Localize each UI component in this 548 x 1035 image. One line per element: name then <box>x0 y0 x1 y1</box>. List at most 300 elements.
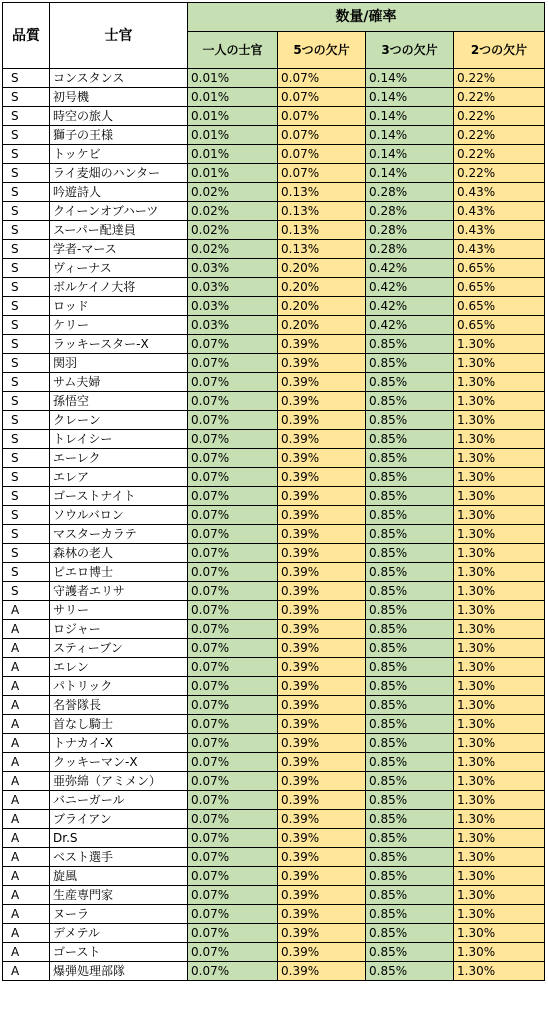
five-fragments-cell: 0.39% <box>278 886 366 905</box>
two-fragments-cell: 1.30% <box>454 791 545 810</box>
header-quality: 品質 <box>3 3 50 69</box>
table-row <box>3 753 545 772</box>
one-officer-cell: 0.01% <box>188 145 278 164</box>
quality-cell: A <box>3 677 50 696</box>
one-officer-cell: 0.07% <box>188 354 278 373</box>
quality-cell: S <box>3 202 50 221</box>
two-fragments-cell: 0.22% <box>454 69 545 88</box>
two-fragments-cell: 0.65% <box>454 259 545 278</box>
three-fragments-cell: 0.85% <box>366 392 454 411</box>
three-fragments-cell: 0.28% <box>366 240 454 259</box>
five-fragments-cell: 0.39% <box>278 962 366 981</box>
officer-name-cell: クレーン <box>50 411 188 430</box>
one-officer-cell: 0.07% <box>188 753 278 772</box>
quality-cell: S <box>3 164 50 183</box>
two-fragments-cell: 0.22% <box>454 145 545 164</box>
table-row <box>3 791 545 810</box>
three-fragments-cell: 0.42% <box>366 259 454 278</box>
quality-cell: S <box>3 506 50 525</box>
two-fragments-cell: 0.22% <box>454 88 545 107</box>
quality-cell: A <box>3 658 50 677</box>
quality-cell: A <box>3 848 50 867</box>
quality-cell: A <box>3 772 50 791</box>
five-fragments-cell: 0.39% <box>278 620 366 639</box>
table-row <box>3 506 545 525</box>
one-officer-cell: 0.07% <box>188 601 278 620</box>
header-officer: 士官 <box>50 3 188 69</box>
three-fragments-cell: 0.85% <box>366 354 454 373</box>
three-fragments-cell: 0.85% <box>366 373 454 392</box>
five-fragments-cell: 0.39% <box>278 829 366 848</box>
five-fragments-cell: 0.39% <box>278 715 366 734</box>
quality-cell: S <box>3 487 50 506</box>
two-fragments-cell: 0.43% <box>454 221 545 240</box>
officer-name-cell: ロッド <box>50 297 188 316</box>
one-officer-cell: 0.02% <box>188 183 278 202</box>
three-fragments-cell: 0.85% <box>366 639 454 658</box>
table-row <box>3 240 545 259</box>
one-officer-cell: 0.01% <box>188 164 278 183</box>
quality-cell: S <box>3 525 50 544</box>
table-row <box>3 544 545 563</box>
quality-cell: S <box>3 468 50 487</box>
table-row <box>3 449 545 468</box>
table-row <box>3 278 545 297</box>
table-row <box>3 221 545 240</box>
table-row <box>3 867 545 886</box>
five-fragments-cell: 0.07% <box>278 69 366 88</box>
officer-name-cell: 孫悟空 <box>50 392 188 411</box>
one-officer-cell: 0.01% <box>188 107 278 126</box>
officer-name-cell: 吟遊詩人 <box>50 183 188 202</box>
two-fragments-cell: 0.22% <box>454 107 545 126</box>
officer-name-cell: トッケビ <box>50 145 188 164</box>
five-fragments-cell: 0.39% <box>278 373 366 392</box>
five-fragments-cell: 0.39% <box>278 677 366 696</box>
two-fragments-cell: 1.30% <box>454 924 545 943</box>
officer-name-cell: 獅子の王様 <box>50 126 188 145</box>
officer-name-cell: コンスタンス <box>50 69 188 88</box>
three-fragments-cell: 0.85% <box>366 411 454 430</box>
quality-cell: A <box>3 829 50 848</box>
officer-name-cell: エレア <box>50 468 188 487</box>
quality-cell: S <box>3 297 50 316</box>
officer-name-cell: 爆弾処理部隊 <box>50 962 188 981</box>
three-fragments-cell: 0.85% <box>366 734 454 753</box>
five-fragments-cell: 0.13% <box>278 240 366 259</box>
one-officer-cell: 0.07% <box>188 905 278 924</box>
three-fragments-cell: 0.85% <box>366 924 454 943</box>
five-fragments-cell: 0.39% <box>278 810 366 829</box>
five-fragments-cell: 0.39% <box>278 601 366 620</box>
three-fragments-cell: 0.14% <box>366 145 454 164</box>
quality-cell: A <box>3 886 50 905</box>
three-fragments-cell: 0.85% <box>366 943 454 962</box>
quality-cell: S <box>3 69 50 88</box>
two-fragments-cell: 1.30% <box>454 544 545 563</box>
one-officer-cell: 0.07% <box>188 335 278 354</box>
table-row <box>3 392 545 411</box>
officer-name-cell: ゴースト <box>50 943 188 962</box>
officer-name-cell: ケリー <box>50 316 188 335</box>
three-fragments-cell: 0.85% <box>366 791 454 810</box>
five-fragments-cell: 0.39% <box>278 791 366 810</box>
quality-cell: A <box>3 943 50 962</box>
officer-name-cell: スティーブン <box>50 639 188 658</box>
two-fragments-cell: 1.30% <box>454 867 545 886</box>
one-officer-cell: 0.07% <box>188 791 278 810</box>
three-fragments-cell: 0.85% <box>366 544 454 563</box>
one-officer-cell: 0.03% <box>188 259 278 278</box>
table-row <box>3 924 545 943</box>
three-fragments-cell: 0.85% <box>366 715 454 734</box>
table-row <box>3 202 545 221</box>
quality-cell: A <box>3 639 50 658</box>
header-two-fragments: 2つの欠片 <box>454 32 545 69</box>
officer-name-cell: Dr.S <box>50 829 188 848</box>
quality-cell: A <box>3 715 50 734</box>
table-row <box>3 107 545 126</box>
officer-name-cell: 亜弥綿（アミメン） <box>50 772 188 791</box>
three-fragments-cell: 0.85% <box>366 487 454 506</box>
officer-name-cell: サリー <box>50 601 188 620</box>
table-row <box>3 468 545 487</box>
two-fragments-cell: 1.30% <box>454 525 545 544</box>
quality-cell: S <box>3 126 50 145</box>
table-row <box>3 582 545 601</box>
two-fragments-cell: 1.30% <box>454 487 545 506</box>
one-officer-cell: 0.07% <box>188 411 278 430</box>
three-fragments-cell: 0.85% <box>366 430 454 449</box>
one-officer-cell: 0.07% <box>188 715 278 734</box>
table-row <box>3 886 545 905</box>
two-fragments-cell: 0.43% <box>454 183 545 202</box>
table-row <box>3 430 545 449</box>
one-officer-cell: 0.07% <box>188 430 278 449</box>
three-fragments-cell: 0.85% <box>366 506 454 525</box>
quality-cell: S <box>3 240 50 259</box>
five-fragments-cell: 0.39% <box>278 753 366 772</box>
five-fragments-cell: 0.20% <box>278 278 366 297</box>
table-row <box>3 601 545 620</box>
five-fragments-cell: 0.39% <box>278 658 366 677</box>
one-officer-cell: 0.07% <box>188 392 278 411</box>
officer-name-cell: マスターカラテ <box>50 525 188 544</box>
two-fragments-cell: 1.30% <box>454 430 545 449</box>
quality-cell: A <box>3 905 50 924</box>
three-fragments-cell: 0.85% <box>366 335 454 354</box>
officer-name-cell: 首なし騎士 <box>50 715 188 734</box>
five-fragments-cell: 0.13% <box>278 183 366 202</box>
header-row-top <box>3 3 545 32</box>
five-fragments-cell: 0.39% <box>278 544 366 563</box>
one-officer-cell: 0.07% <box>188 582 278 601</box>
three-fragments-cell: 0.14% <box>366 126 454 145</box>
table-row <box>3 734 545 753</box>
five-fragments-cell: 0.39% <box>278 943 366 962</box>
two-fragments-cell: 1.30% <box>454 639 545 658</box>
two-fragments-cell: 0.22% <box>454 164 545 183</box>
one-officer-cell: 0.07% <box>188 506 278 525</box>
five-fragments-cell: 0.39% <box>278 430 366 449</box>
five-fragments-cell: 0.13% <box>278 221 366 240</box>
officer-name-cell: スーパー配達員 <box>50 221 188 240</box>
two-fragments-cell: 1.30% <box>454 962 545 981</box>
quality-cell: S <box>3 259 50 278</box>
one-officer-cell: 0.07% <box>188 734 278 753</box>
officer-name-cell: 時空の旅人 <box>50 107 188 126</box>
one-officer-cell: 0.07% <box>188 525 278 544</box>
officer-name-cell: バニーガール <box>50 791 188 810</box>
two-fragments-cell: 1.30% <box>454 563 545 582</box>
three-fragments-cell: 0.85% <box>366 810 454 829</box>
five-fragments-cell: 0.39% <box>278 563 366 582</box>
three-fragments-cell: 0.85% <box>366 563 454 582</box>
quality-cell: A <box>3 620 50 639</box>
officer-name-cell: 森林の老人 <box>50 544 188 563</box>
table-row <box>3 943 545 962</box>
table-row <box>3 772 545 791</box>
quality-cell: A <box>3 810 50 829</box>
officer-name-cell: トナカイ-X <box>50 734 188 753</box>
one-officer-cell: 0.07% <box>188 696 278 715</box>
table-row <box>3 297 545 316</box>
one-officer-cell: 0.07% <box>188 867 278 886</box>
one-officer-cell: 0.02% <box>188 221 278 240</box>
five-fragments-cell: 0.39% <box>278 392 366 411</box>
five-fragments-cell: 0.39% <box>278 582 366 601</box>
five-fragments-cell: 0.39% <box>278 848 366 867</box>
three-fragments-cell: 0.85% <box>366 525 454 544</box>
one-officer-cell: 0.01% <box>188 126 278 145</box>
header-quantity-probability: 数量/確率 <box>188 3 545 32</box>
one-officer-cell: 0.07% <box>188 943 278 962</box>
table-row <box>3 88 545 107</box>
one-officer-cell: 0.07% <box>188 449 278 468</box>
quality-cell: S <box>3 411 50 430</box>
three-fragments-cell: 0.85% <box>366 658 454 677</box>
table-row <box>3 829 545 848</box>
five-fragments-cell: 0.39% <box>278 772 366 791</box>
officer-name-cell: 初号機 <box>50 88 188 107</box>
two-fragments-cell: 0.65% <box>454 316 545 335</box>
two-fragments-cell: 0.43% <box>454 202 545 221</box>
five-fragments-cell: 0.39% <box>278 924 366 943</box>
officer-name-cell: クイーンオブハーツ <box>50 202 188 221</box>
three-fragments-cell: 0.42% <box>366 278 454 297</box>
table-row <box>3 183 545 202</box>
two-fragments-cell: 1.30% <box>454 658 545 677</box>
officer-name-cell: デメテル <box>50 924 188 943</box>
quality-cell: A <box>3 601 50 620</box>
three-fragments-cell: 0.85% <box>366 867 454 886</box>
five-fragments-cell: 0.39% <box>278 639 366 658</box>
three-fragments-cell: 0.85% <box>366 677 454 696</box>
three-fragments-cell: 0.14% <box>366 88 454 107</box>
officer-name-cell: パトリック <box>50 677 188 696</box>
five-fragments-cell: 0.20% <box>278 316 366 335</box>
three-fragments-cell: 0.85% <box>366 886 454 905</box>
two-fragments-cell: 1.30% <box>454 411 545 430</box>
five-fragments-cell: 0.39% <box>278 468 366 487</box>
two-fragments-cell: 1.30% <box>454 886 545 905</box>
table-row <box>3 848 545 867</box>
three-fragments-cell: 0.85% <box>366 848 454 867</box>
officer-name-cell: 関羽 <box>50 354 188 373</box>
table-row <box>3 563 545 582</box>
three-fragments-cell: 0.85% <box>366 449 454 468</box>
quality-cell: S <box>3 544 50 563</box>
one-officer-cell: 0.07% <box>188 487 278 506</box>
table-row <box>3 677 545 696</box>
two-fragments-cell: 1.30% <box>454 582 545 601</box>
five-fragments-cell: 0.07% <box>278 145 366 164</box>
officer-name-cell: ヴィーナス <box>50 259 188 278</box>
three-fragments-cell: 0.85% <box>366 582 454 601</box>
five-fragments-cell: 0.39% <box>278 525 366 544</box>
one-officer-cell: 0.03% <box>188 278 278 297</box>
officer-name-cell: ロジャー <box>50 620 188 639</box>
quality-cell: S <box>3 354 50 373</box>
quality-cell: A <box>3 753 50 772</box>
five-fragments-cell: 0.39% <box>278 696 366 715</box>
officer-name-cell: ベスト選手 <box>50 848 188 867</box>
five-fragments-cell: 0.39% <box>278 449 366 468</box>
officer-name-cell: エーレク <box>50 449 188 468</box>
quality-cell: S <box>3 278 50 297</box>
two-fragments-cell: 1.30% <box>454 620 545 639</box>
five-fragments-cell: 0.39% <box>278 734 366 753</box>
two-fragments-cell: 1.30% <box>454 772 545 791</box>
five-fragments-cell: 0.39% <box>278 354 366 373</box>
quality-cell: A <box>3 791 50 810</box>
three-fragments-cell: 0.42% <box>366 297 454 316</box>
two-fragments-cell: 1.30% <box>454 468 545 487</box>
officer-name-cell: 学者-マース <box>50 240 188 259</box>
three-fragments-cell: 0.85% <box>366 829 454 848</box>
five-fragments-cell: 0.20% <box>278 297 366 316</box>
two-fragments-cell: 1.30% <box>454 943 545 962</box>
three-fragments-cell: 0.85% <box>366 753 454 772</box>
table-row <box>3 525 545 544</box>
officer-name-cell: ゴーストナイト <box>50 487 188 506</box>
officer-name-cell: クッキーマン-X <box>50 753 188 772</box>
five-fragments-cell: 0.39% <box>278 867 366 886</box>
officer-name-cell: エレン <box>50 658 188 677</box>
one-officer-cell: 0.03% <box>188 316 278 335</box>
one-officer-cell: 0.07% <box>188 658 278 677</box>
one-officer-cell: 0.01% <box>188 69 278 88</box>
two-fragments-cell: 1.30% <box>454 696 545 715</box>
table-row <box>3 810 545 829</box>
three-fragments-cell: 0.14% <box>366 69 454 88</box>
one-officer-cell: 0.07% <box>188 848 278 867</box>
quality-cell: S <box>3 373 50 392</box>
two-fragments-cell: 0.65% <box>454 278 545 297</box>
quality-cell: A <box>3 734 50 753</box>
two-fragments-cell: 0.22% <box>454 126 545 145</box>
three-fragments-cell: 0.85% <box>366 468 454 487</box>
table-row <box>3 373 545 392</box>
quality-cell: S <box>3 582 50 601</box>
one-officer-cell: 0.07% <box>188 810 278 829</box>
one-officer-cell: 0.07% <box>188 829 278 848</box>
officer-name-cell: サム夫婦 <box>50 373 188 392</box>
two-fragments-cell: 1.30% <box>454 373 545 392</box>
quality-cell: S <box>3 449 50 468</box>
five-fragments-cell: 0.13% <box>278 202 366 221</box>
two-fragments-cell: 0.43% <box>454 240 545 259</box>
quality-cell: S <box>3 183 50 202</box>
two-fragments-cell: 1.30% <box>454 734 545 753</box>
officer-name-cell: ボルケイノ大将 <box>50 278 188 297</box>
three-fragments-cell: 0.85% <box>366 696 454 715</box>
quality-cell: S <box>3 430 50 449</box>
one-officer-cell: 0.07% <box>188 563 278 582</box>
officer-name-cell: トレイシー <box>50 430 188 449</box>
five-fragments-cell: 0.07% <box>278 164 366 183</box>
quality-cell: S <box>3 221 50 240</box>
five-fragments-cell: 0.39% <box>278 905 366 924</box>
table-row <box>3 126 545 145</box>
table-row <box>3 715 545 734</box>
two-fragments-cell: 1.30% <box>454 335 545 354</box>
quality-cell: A <box>3 924 50 943</box>
quality-cell: S <box>3 107 50 126</box>
header-one-officer: 一人の士官 <box>188 32 278 69</box>
header-five-fragments: 5つの欠片 <box>278 32 366 69</box>
five-fragments-cell: 0.39% <box>278 487 366 506</box>
officer-name-cell: 名誉隊長 <box>50 696 188 715</box>
five-fragments-cell: 0.39% <box>278 335 366 354</box>
one-officer-cell: 0.07% <box>188 677 278 696</box>
five-fragments-cell: 0.39% <box>278 411 366 430</box>
three-fragments-cell: 0.14% <box>366 164 454 183</box>
three-fragments-cell: 0.28% <box>366 202 454 221</box>
table-row <box>3 696 545 715</box>
officer-name-cell: 生産専門家 <box>50 886 188 905</box>
table-row <box>3 905 545 924</box>
table-row <box>3 354 545 373</box>
quality-cell: S <box>3 335 50 354</box>
table-row <box>3 487 545 506</box>
table-row <box>3 164 545 183</box>
quality-cell: A <box>3 867 50 886</box>
two-fragments-cell: 1.30% <box>454 848 545 867</box>
officer-name-cell: 守護者エリサ <box>50 582 188 601</box>
officer-name-cell: ソウルバロン <box>50 506 188 525</box>
quality-cell: A <box>3 962 50 981</box>
two-fragments-cell: 1.30% <box>454 905 545 924</box>
table-row <box>3 145 545 164</box>
officer-name-cell: ブライアン <box>50 810 188 829</box>
one-officer-cell: 0.07% <box>188 886 278 905</box>
three-fragments-cell: 0.85% <box>366 905 454 924</box>
two-fragments-cell: 0.65% <box>454 297 545 316</box>
quality-cell: S <box>3 563 50 582</box>
officer-name-cell: ヌーラ <box>50 905 188 924</box>
two-fragments-cell: 1.30% <box>454 354 545 373</box>
header-three-fragments: 3つの欠片 <box>366 32 454 69</box>
one-officer-cell: 0.07% <box>188 962 278 981</box>
table-row <box>3 259 545 278</box>
five-fragments-cell: 0.07% <box>278 126 366 145</box>
quality-cell: S <box>3 88 50 107</box>
officer-name-cell: ピエロ博士 <box>50 563 188 582</box>
officer-name-cell: 旋風 <box>50 867 188 886</box>
one-officer-cell: 0.07% <box>188 639 278 658</box>
one-officer-cell: 0.07% <box>188 924 278 943</box>
